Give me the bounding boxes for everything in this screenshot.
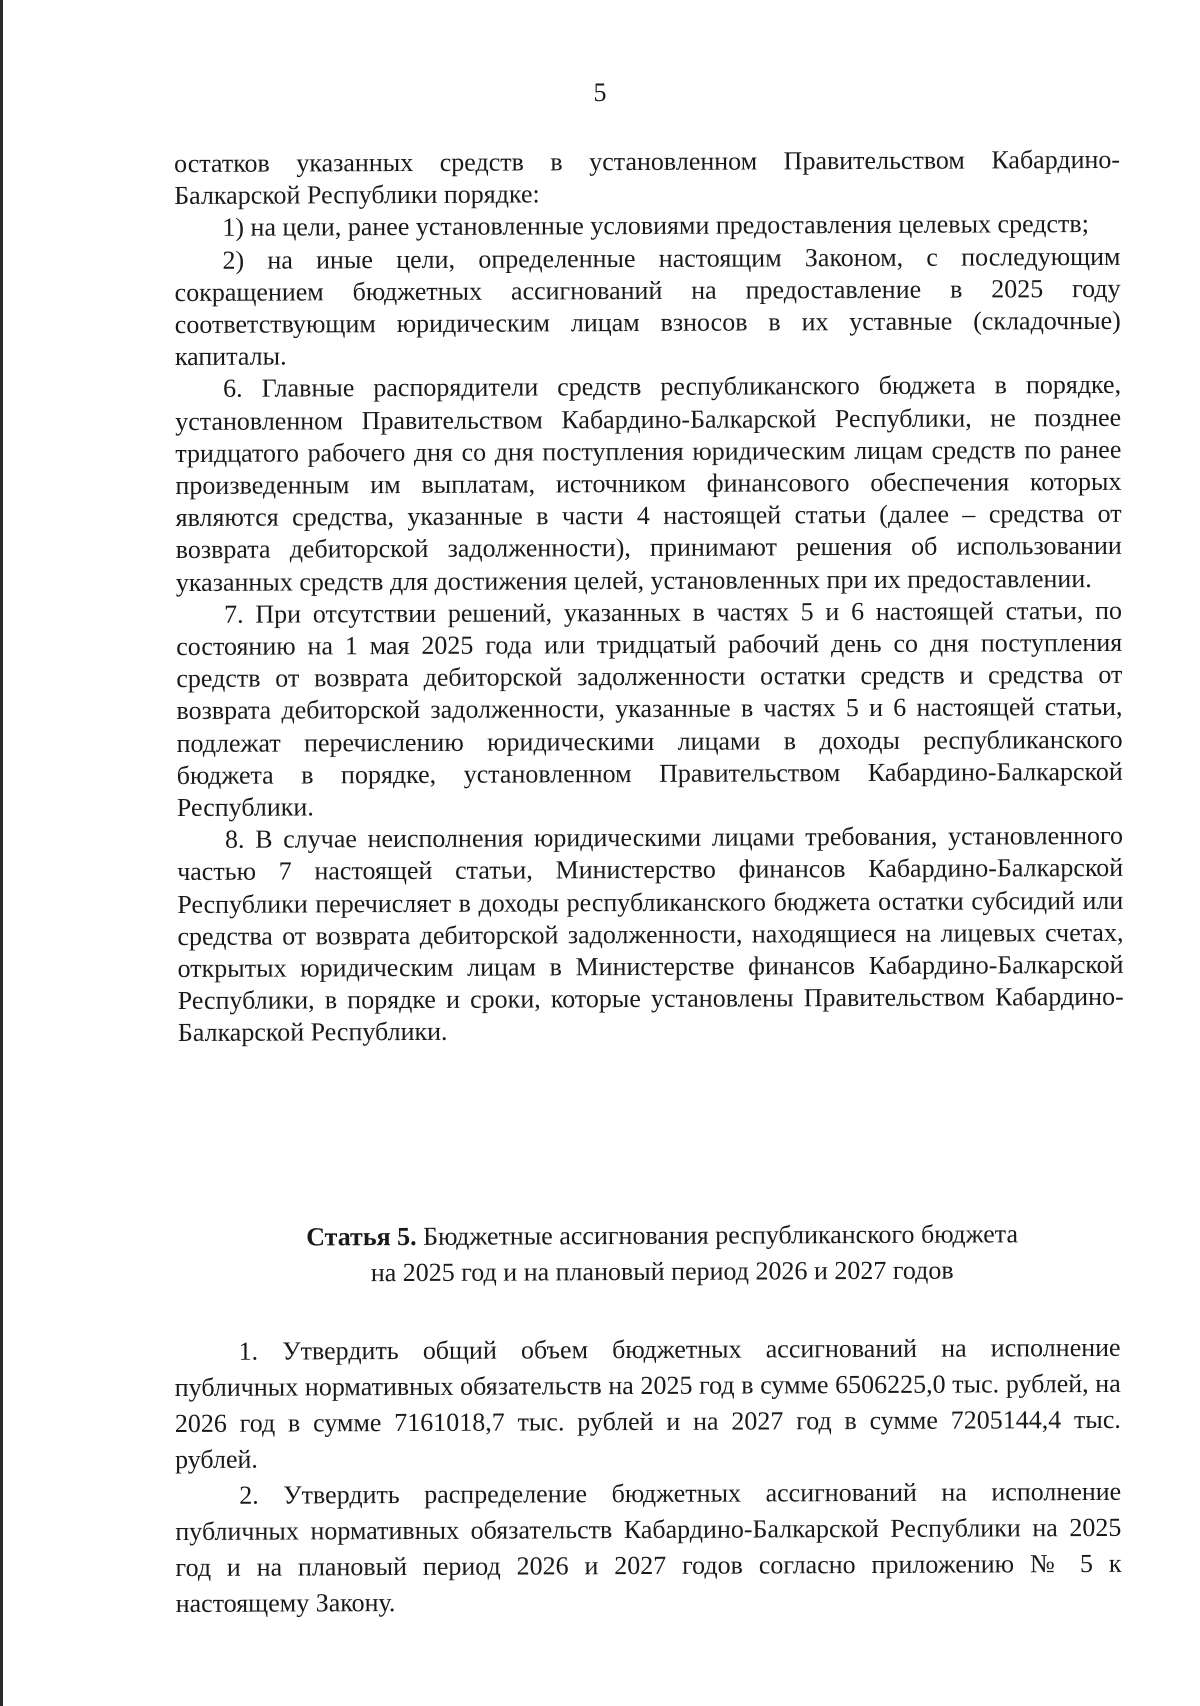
paragraph-part-8: 8. В случае неисполнения юридическими лицами требования, установленного частью 7 настоящей статьи, Министерство финансов Кабардино-Балкарской Республики перечисляет в доходы республиканского бюджета остатки субсидий или средства от возврата дебиторской задолженности, находящиеся на лицевых счетах, открытых юридическим лицам в Министерстве финансов Кабардино-Балкарской Республики, в порядке и сроки, которые установлены Правительством Кабардино-Балкарской Республики. — [177, 821, 1124, 1048]
page-number: 5 — [593, 78, 607, 107]
article-label: Статья 5. — [306, 1221, 417, 1252]
article-heading — [174, 1216, 1120, 1292]
article-title-line1: Бюджетные ассигнования республиканского бюджета — [423, 1219, 1019, 1251]
paragraph-continuation: остатков указанных средств в установленном Правительством Кабардино-Балкарской Республики порядке: — [174, 144, 1121, 211]
body-text — [174, 144, 1124, 1050]
paragraph-item-1: 1) на цели, ранее установленные условиями предоставления целевых средств; — [222, 209, 1089, 243]
article-item-2: 2. Утвердить распределение бюджетных ассигнований на исполнение публичных нормативных обязательств Кабардино-Балкарской Республики на 2025 год и на плановый период 2026 и 2027 годов согласно приложению № 5 к настоящему Закону. — [175, 1476, 1122, 1618]
article-title-line2: на 2025 год и на плановый период 2026 и 2027 годов — [370, 1255, 954, 1288]
article-item-1: 1. Утвердить общий объем бюджетных ассигнований на исполнение публичных нормативных обязательств на 2025 год в сумме 6506225,0 тыс. рублей, на 2026 год в сумме 7161018,7 тыс. рублей и на 2027 год в сумме 7205144,4 тыс. рублей. — [174, 1332, 1121, 1474]
paragraph-item-2: 2) на иные цели, определенные настоящим Законом, с последующим сокращением бюджетных ассигнований на предоставление в 2025 году соответствующим юридическим лицам взносов в их уставные (складочные) капиталы. — [174, 241, 1121, 372]
paragraph-part-6: 6. Главные распорядители средств республиканского бюджета в порядке, установленном Правительством Кабардино-Балкарской Республики, не позднее тридцатого рабочего дня со дня поступления юридическим лицам средств по ранее произведенным им выплатам, источником финансового обеспечения которых являются средства, указанные в части 4 настоящей статьи (далее – средства от возврата дебиторской задолженности), принимают решения об использовании указанных средств для достижения целей, установленных при их предоставлении. — [175, 370, 1122, 597]
scan-edge — [0, 0, 3, 1706]
paragraph-part-7: 7. При отсутствии решений, указанных в частях 5 и 6 настоящей статьи, по состоянию на 1 мая 2025 года или тридцатый рабочий день со дня поступления средств от возврата дебиторской задолженности остатки средств и средства от возврата дебиторской задолженности, указанные в частях 5 и 6 настоящей статьи, подлежат перечислению юридическими лицами в доходы республиканского бюджета в порядке, установленном Правительством Кабардино-Балкарской Республики. — [176, 595, 1123, 823]
article-5 — [174, 1216, 1122, 1622]
